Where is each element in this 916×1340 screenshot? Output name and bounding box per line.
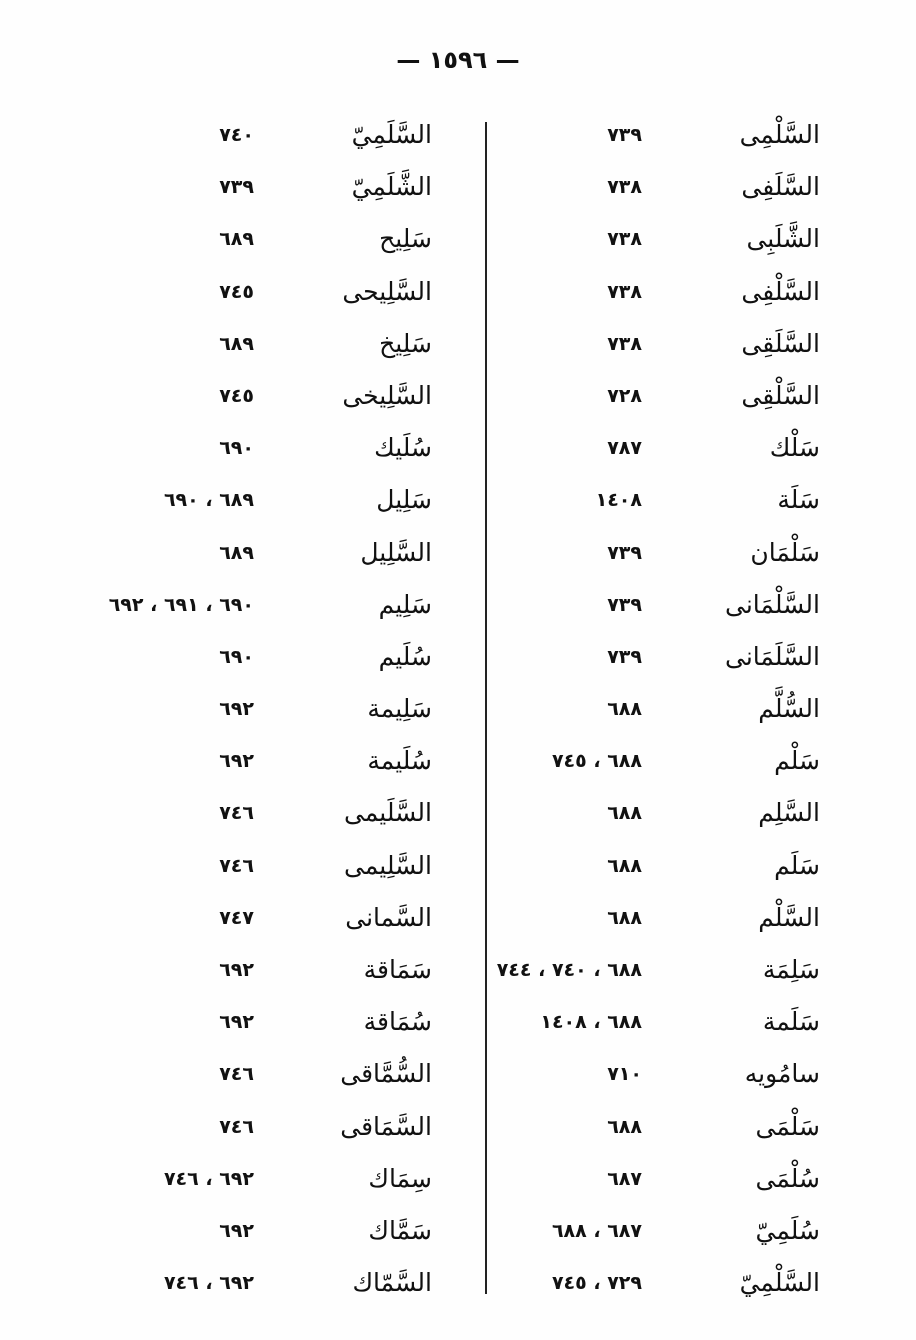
entry-word: السَّلَمِيّ <box>351 120 432 149</box>
entry-word: سِمَاك <box>368 1163 432 1193</box>
entry-word: سَلْم <box>774 746 820 776</box>
index-entry <box>460 275 820 327</box>
index-entry <box>460 1057 820 1109</box>
entry-word: سَلِيخ <box>379 328 432 358</box>
entry-word: سُلَيم <box>378 641 432 671</box>
entry-word: السَّمانى <box>345 902 432 932</box>
entry-word: السَّلِيخى <box>342 380 432 410</box>
index-entry <box>460 327 820 379</box>
entry-word: سَلِيح <box>379 224 432 254</box>
entry-page-numbers: ٧٤٥ <box>219 384 254 407</box>
entry-page-numbers: ٧٨٧ <box>607 437 642 460</box>
index-entry <box>60 901 432 953</box>
entry-page-numbers: ٧٣٩ <box>219 176 254 199</box>
index-entry <box>60 118 432 170</box>
index-entry <box>460 692 820 744</box>
index-entry <box>60 1266 432 1318</box>
entry-word: سَلْمَى <box>755 1111 820 1141</box>
index-entry <box>460 849 820 901</box>
entry-page-numbers: ٦٩٢ <box>219 750 254 773</box>
entry-page-numbers: ٦٨٨ <box>607 1115 642 1138</box>
entry-page-numbers: ٧٣٨ <box>607 228 642 251</box>
entry-page-numbers: ٦٨٨ <box>607 854 642 877</box>
entry-page-numbers: ٧٣٨ <box>607 332 642 355</box>
entry-page-numbers: ٦٨٩ <box>219 228 254 251</box>
index-entry <box>460 744 820 796</box>
entry-word: السَّلْمِيّ <box>739 1268 820 1298</box>
index-entry <box>460 1162 820 1214</box>
entry-page-numbers: ٧٣٩ <box>607 124 642 146</box>
entry-page-numbers: ٧٣٨ <box>607 176 642 199</box>
index-entry <box>460 483 820 535</box>
entry-word: سَلَمة <box>762 1007 820 1037</box>
entry-page-numbers: ٦٩٢ <box>219 1219 254 1242</box>
index-entry <box>60 1162 432 1214</box>
entry-word: السَّلَمَانى <box>724 641 820 671</box>
entry-word: الشَّلَمِيّ <box>351 172 432 202</box>
entry-word: سَلِيم <box>378 589 432 619</box>
index-entry <box>60 796 432 848</box>
index-entry <box>60 640 432 692</box>
entry-page-numbers: ٧٤٦ <box>219 1063 254 1086</box>
entry-word: السَّلْم <box>758 902 820 932</box>
index-entry <box>460 1110 820 1162</box>
entry-word: سامُويه <box>744 1059 820 1089</box>
entry-page-numbers: ٧٤٦ <box>219 802 254 825</box>
index-entry <box>460 431 820 483</box>
right-column <box>460 118 820 1318</box>
entry-word: السَّلَفِى <box>741 172 820 202</box>
entry-page-numbers: ٦٨٨ ، ٧٤٥ <box>551 750 642 773</box>
entry-page-numbers: ٦٨٩ <box>219 332 254 355</box>
entry-page-numbers: ٦٨٨ ، ١٤٠٨ <box>540 1011 642 1034</box>
index-entry <box>460 1214 820 1266</box>
index-entry <box>60 222 432 274</box>
entry-word: سَلْك <box>769 433 820 463</box>
entry-page-numbers: ٦٩٢ <box>219 698 254 721</box>
entry-page-numbers: ٧٤٦ <box>219 854 254 877</box>
entry-word: السَّلَيمى <box>344 798 432 828</box>
entry-page-numbers: ٧٤٥ <box>219 280 254 303</box>
entry-page-numbers: ٦٩٢ <box>219 959 254 981</box>
entry-page-numbers: ٦٨٩ <box>219 541 254 564</box>
index-entry <box>460 588 820 640</box>
entry-word: السَّلْفِى <box>741 276 820 306</box>
entry-page-numbers: ٦٨٨ <box>607 802 642 825</box>
index-entry <box>60 1214 432 1266</box>
entry-word: سَمَّاك <box>368 1215 432 1245</box>
entry-page-numbers: ٦٨٩ ، ٦٩٠ <box>163 489 254 512</box>
entry-page-numbers: ٦٩٢ ، ٧٤٦ <box>163 1167 254 1190</box>
entry-word: سُلْمَى <box>755 1163 820 1193</box>
index-entry <box>460 953 820 1005</box>
index-entry <box>460 640 820 692</box>
index-entry <box>460 536 820 588</box>
entry-word: السَّلَقِى <box>741 328 820 358</box>
entry-page-numbers: ٧٣٩ <box>607 645 642 668</box>
index-entry <box>60 1110 432 1162</box>
entry-word: السَّلِيمى <box>344 850 432 880</box>
entry-word: السُّمَّاقى <box>340 1059 432 1089</box>
entry-page-numbers: ٧٤٦ <box>219 1115 254 1138</box>
index-entry <box>60 953 432 1005</box>
index-entry <box>60 379 432 431</box>
index-entry <box>460 170 820 222</box>
index-entry <box>60 536 432 588</box>
entry-word: سَلَم <box>774 850 820 880</box>
entry-page-numbers: ١٤٠٨ <box>595 489 642 512</box>
entry-page-numbers: ٦٨٧ <box>607 1167 642 1190</box>
entry-page-numbers: ٦٨٧ ، ٦٨٨ <box>551 1219 642 1242</box>
index-entry <box>60 1005 432 1057</box>
entry-page-numbers: ٦٨٨ ، ٧٤٠ ، ٧٤٤ <box>496 959 642 981</box>
entry-word: السَّمَاقى <box>340 1111 432 1141</box>
index-entry <box>460 222 820 274</box>
index-entry <box>460 1266 820 1318</box>
entry-word: سَلَة <box>777 485 820 515</box>
entry-word: السَّلِيحى <box>342 276 432 306</box>
entry-word: سُلَيمة <box>367 746 432 776</box>
entry-word: السَّمّاك <box>352 1268 432 1298</box>
index-entry <box>60 431 432 483</box>
entry-page-numbers: ٦٩٠ <box>219 437 254 460</box>
entry-page-numbers: ٦٩٠ ، ٦٩١ ، ٦٩٢ <box>108 593 254 616</box>
index-entry <box>60 849 432 901</box>
entry-page-numbers: ٦٩٠ <box>219 645 254 668</box>
entry-word: سَلِيل <box>376 485 432 515</box>
index-entry <box>60 692 432 744</box>
index-entry <box>460 1005 820 1057</box>
index-entry <box>60 1057 432 1109</box>
index-entry <box>60 327 432 379</box>
entry-page-numbers: ٧٣٩ <box>607 541 642 564</box>
entry-page-numbers: ٦٨٨ <box>607 698 642 721</box>
entry-page-numbers: ٦٩٢ <box>219 1011 254 1034</box>
index-entry <box>60 483 432 535</box>
entry-page-numbers: ٧٢٨ <box>607 384 642 407</box>
entry-page-numbers: ٦٩٢ ، ٧٤٦ <box>163 1272 254 1295</box>
index-entry <box>60 170 432 222</box>
entry-page-numbers: ٧٤٠ <box>219 124 254 146</box>
entry-page-numbers: ٧٤٧ <box>219 906 254 929</box>
page-number: — ١٥٩٦ — <box>396 46 520 74</box>
index-entry <box>460 379 820 431</box>
entry-page-numbers: ٧١٠ <box>607 1063 642 1086</box>
entry-word: السَّلْمَانى <box>724 589 820 619</box>
entry-page-numbers: ٧٣٩ <box>607 593 642 616</box>
entry-page-numbers: ٧٣٨ <box>607 280 642 303</box>
entry-word: سُلَيك <box>374 433 432 463</box>
entry-word: الشَّلَبِى <box>746 224 820 254</box>
index-entry <box>60 744 432 796</box>
entry-word: سُلَمِيّ <box>755 1215 820 1245</box>
entry-word: سَلِيمة <box>367 694 432 724</box>
index-entry <box>60 275 432 327</box>
entry-word: سَلِمَة <box>762 955 820 984</box>
index-entry <box>460 796 820 848</box>
index-entry <box>460 118 820 170</box>
entry-word: السَّلْقِى <box>741 380 820 410</box>
entry-word: سَمَاقة <box>363 955 432 984</box>
entry-word: سَلْمَان <box>750 537 820 567</box>
entry-word: السَّلْمِى <box>739 120 820 149</box>
left-column <box>60 118 432 1318</box>
entry-word: السَّلِيل <box>360 537 432 567</box>
entry-word: سُمَاقة <box>363 1007 432 1037</box>
index-entry <box>460 901 820 953</box>
entry-page-numbers: ٧٢٩ ، ٧٤٥ <box>551 1272 642 1295</box>
entry-word: السَّلِم <box>758 798 820 828</box>
index-entry <box>60 588 432 640</box>
entry-word: السُّلَّم <box>758 694 820 724</box>
entry-page-numbers: ٦٨٨ <box>607 906 642 929</box>
